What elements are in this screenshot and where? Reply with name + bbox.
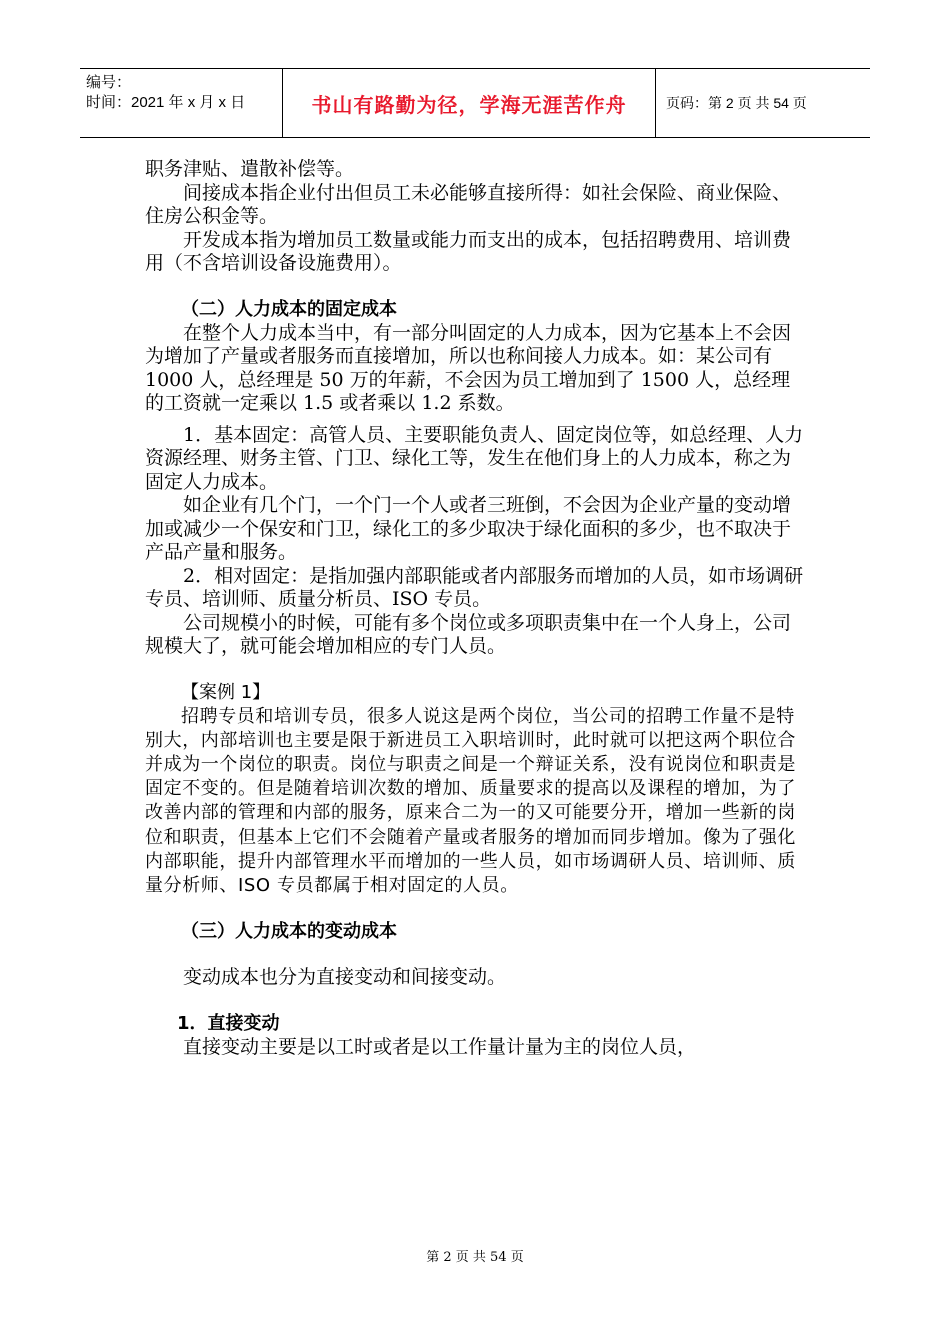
paragraph: 公司规模小的时候，可能有多个岗位或多项职责集中在一个人身上，公司规模大了，就可能会增加相应的专门人员。 [145,611,792,657]
paragraph: 职务津贴、遣散补偿等。 [145,158,355,180]
document-code-label: 编号： [86,74,132,91]
document-body [145,158,805,1059]
paragraph: 变动成本也分为直接变动和间接变动。 [183,966,507,989]
case-title: 【案例 1】 [181,681,271,703]
header-meta [80,69,282,137]
paragraph: 在整个人力成本当中，有一部分叫固定的人力成本，因为它基本上不会因为增加了产量或者服务而直接增加，所以也称间接人力成本。如：某公司有 1000 人，总经理是 50 万的年薪，不会因为员工增加到了 1500 人，总经理的工资就一定乘以 1.5 或者乘以 1.2 系数。 [145,321,792,414]
case-body: 招聘专员和培训专员，很多人说这是两个岗位，当公司的招聘工作量不是特别大，内部培训也主要是限于新进员工入职培训时，此时就可以把这两个职位合并成为一个岗位的职责。岗位与职责之间是一个辩证关系，没有说岗位和职责是固定不变的。但是随着培训次数的增加、质量要求的提高以及课程的增加，为了改善内部的管理和内部的服务，原来合二为一的又可能要分开，增加一些新的岗位和职责，但基本上它们不会随着产量或者服务的增加而同步增加。像为了强化内部职能，提升内部管理水平而增加的一些人员，如市场调研人员、培训师、质量分析师、ISO 专员都属于相对固定的人员。 [145,705,796,896]
paragraph: 间接成本指企业付出但员工未必能够直接所得：如社会保险、商业保险、住房公积金等。 [145,181,792,227]
header-motto: 书山有路勤为径，学海无涯苦作舟 [311,94,627,117]
header-page-info: 页码：第 2 页 共 54 页 [666,95,807,111]
header-motto-cell [282,69,656,137]
subsection-heading: 1．直接变动 [177,1012,280,1034]
page-header [80,68,870,138]
document-date: 时间：2021 年 x 月 x 日 [86,94,246,111]
section-heading: （二）人力成本的固定成本 [181,298,397,320]
paragraph: 开发成本指为增加员工数量或能力而支出的成本，包括招聘费用、培训费用（不含培训设备设施费用）。 [145,228,792,274]
paragraph: 直接变动主要是以工时或者是以工作量计量为主的岗位人员， [183,1035,697,1058]
page-footer: 第 2 页 共 54 页 [426,1250,524,1265]
paragraph: 如企业有几个门，一个门一个人或者三班倒，不会因为企业产量的变动增加或减少一个保安和门卫，绿化工的多少取决于绿化面积的多少，也不取决于产品产量和服务。 [145,494,792,563]
paragraph: 1．基本固定：高管人员、主要职能负责人、固定岗位等，如总经理、人力资源经理、财务主管、门卫、绿化工等，发生在他们身上的人力成本，称之为固定人力成本。 [145,423,804,493]
section-heading: （三）人力成本的变动成本 [181,921,397,943]
paragraph: 2．相对固定：是指加强内部职能或者内部服务而增加的人员，如市场调研专员、培训师、质量分析员、ISO 专员。 [145,564,804,610]
